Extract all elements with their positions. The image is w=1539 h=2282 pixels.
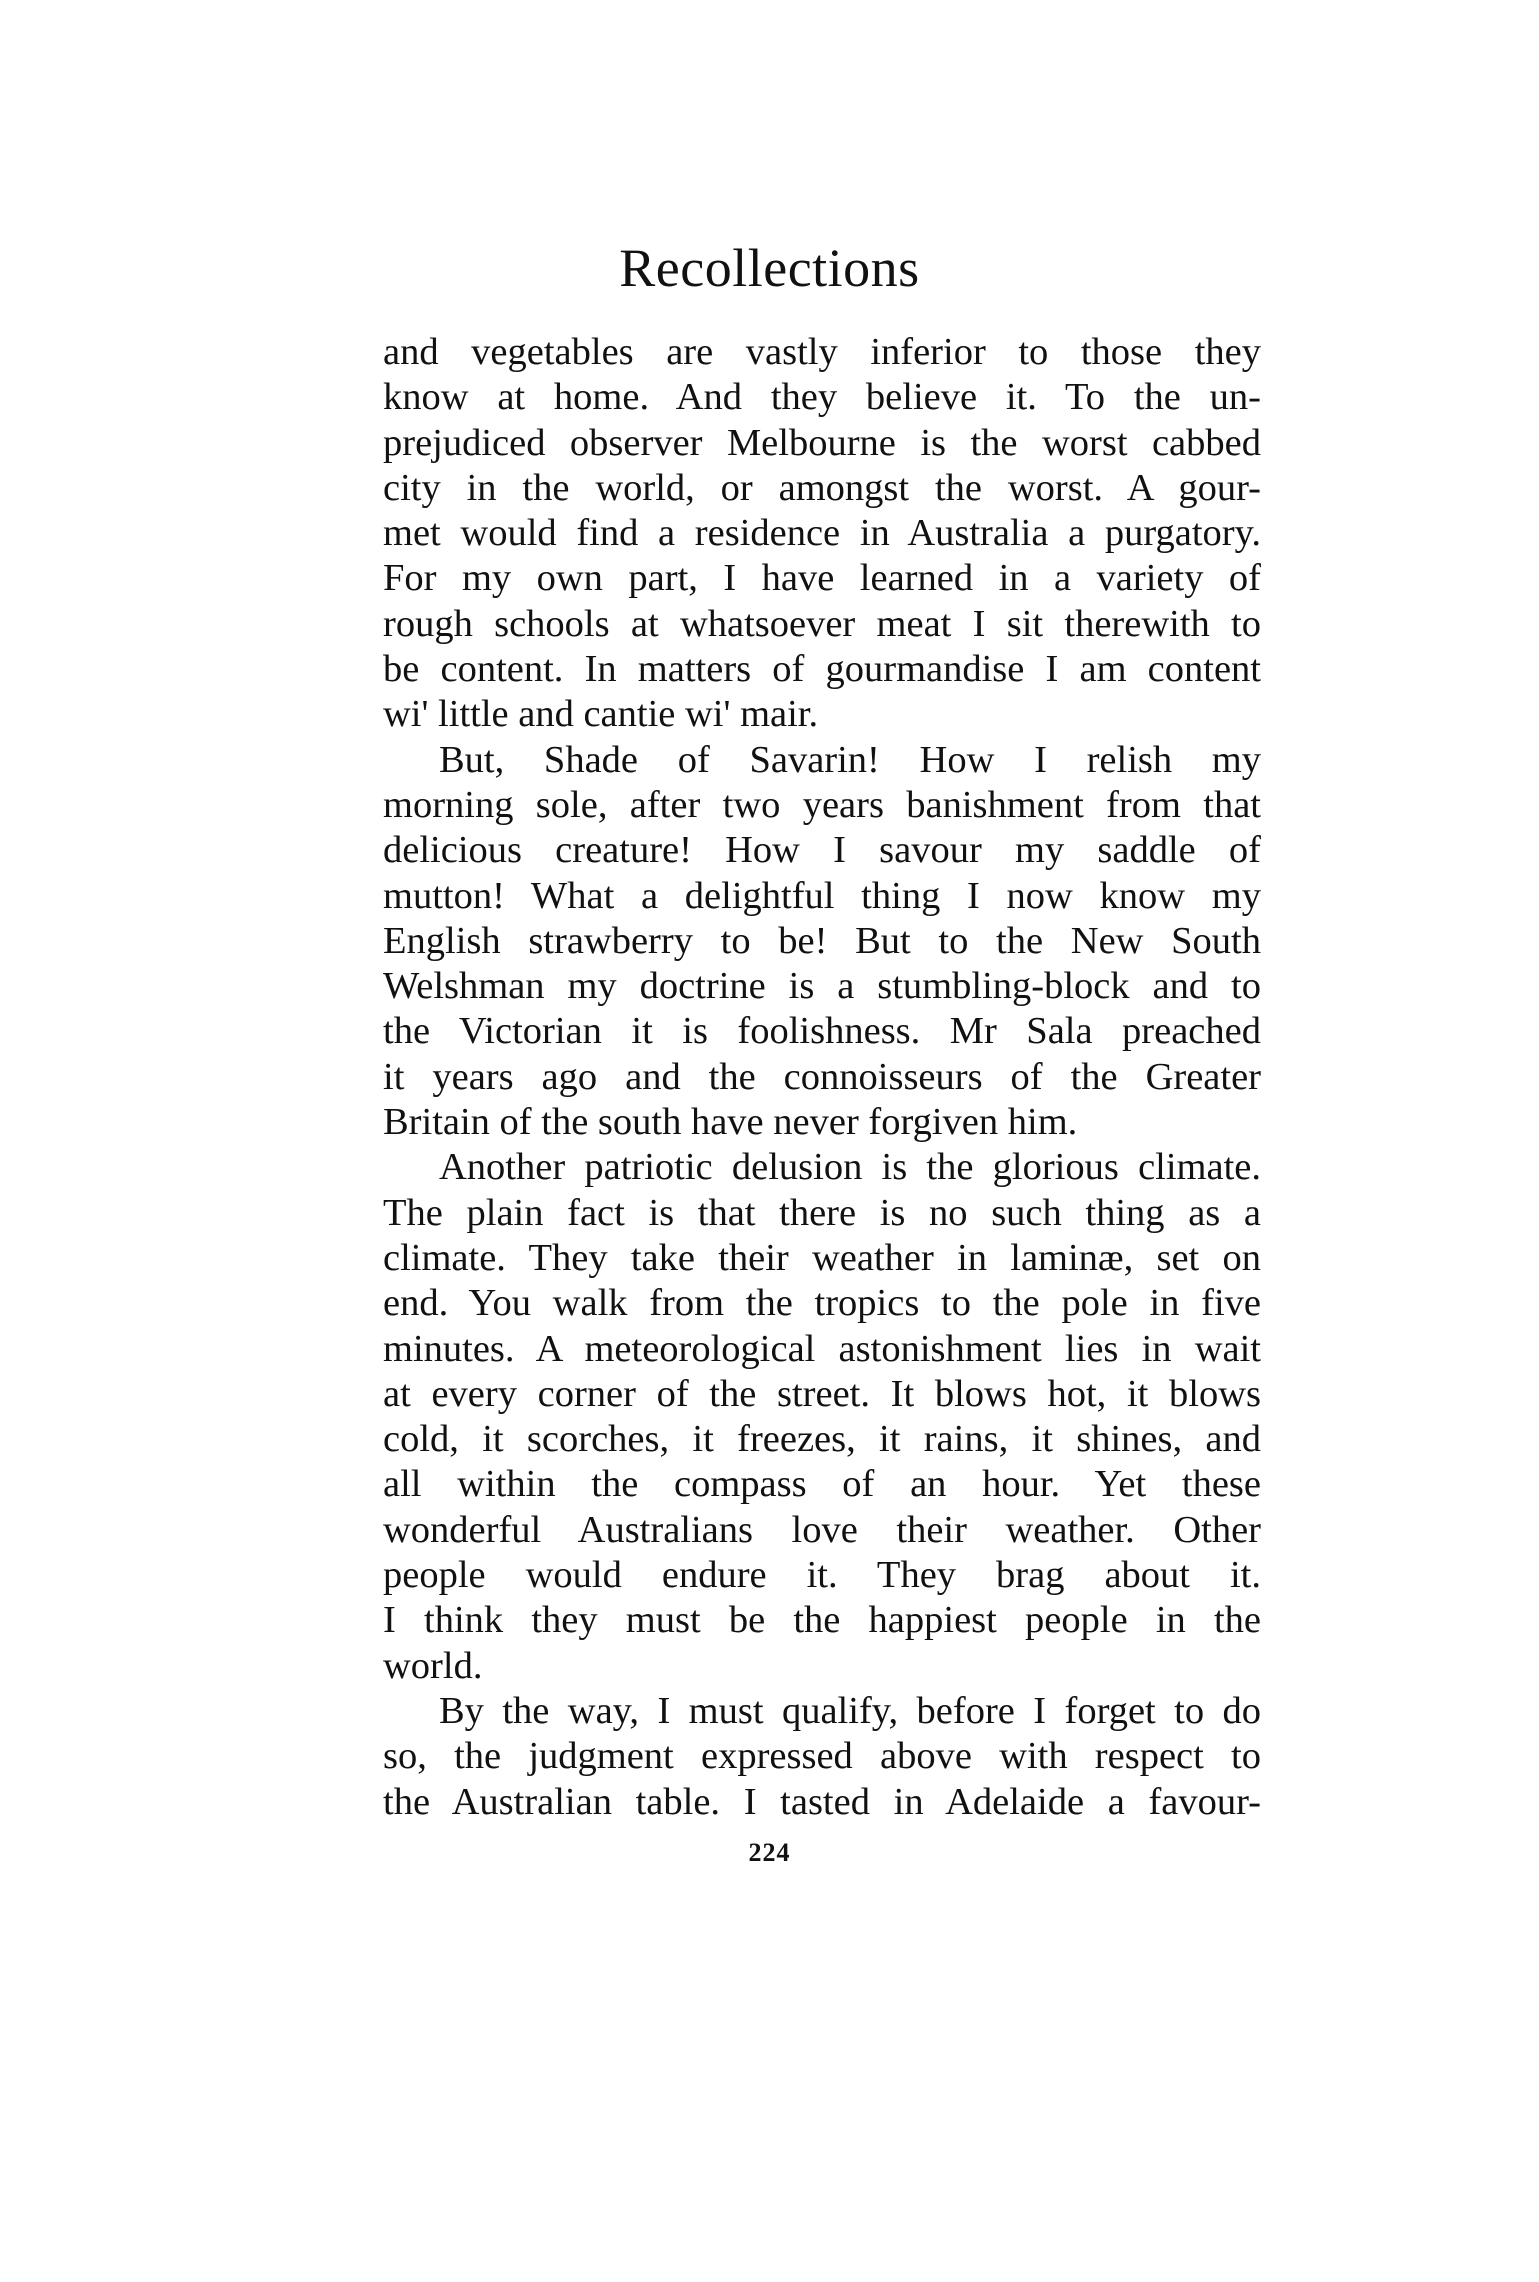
text-line: English strawberry to be! But to the New South bbox=[383, 919, 1261, 962]
text-line: wi' little and cantie wi' mair. bbox=[383, 693, 819, 736]
text-line: climate. They take their weather in laminæ, set on bbox=[383, 1236, 1261, 1279]
text-line: For my own part, I have learned in a variety of bbox=[383, 557, 1261, 600]
text-line: By the way, I must qualify, before I forget to do bbox=[439, 1689, 1261, 1732]
text-line: minutes. A meteorological astonishment lies in wait bbox=[383, 1327, 1261, 1370]
text-line: morning sole, after two years banishment from that bbox=[383, 783, 1261, 826]
text-line: prejudiced observer Melbourne is the worst cabbed bbox=[383, 421, 1261, 464]
text-line: and vegetables are vastly inferior to those they bbox=[383, 331, 1261, 373]
body-text bbox=[383, 330, 1261, 1825]
text-line: But, Shade of Savarin! How I relish my bbox=[439, 738, 1261, 781]
paragraph-2 bbox=[383, 738, 1261, 1146]
page-number: 224 bbox=[748, 1838, 791, 1867]
running-head: Recollections bbox=[619, 238, 920, 298]
text-line: be content. In matters of gourmandise I am content bbox=[383, 648, 1261, 691]
text-line: at every corner of the street. It blows hot, it blows bbox=[383, 1372, 1261, 1415]
text-line: Another patriotic delusion is the glorious climate. bbox=[439, 1146, 1261, 1189]
text-line: The plain fact is that there is no such thing as a bbox=[383, 1191, 1261, 1234]
paragraph-1 bbox=[383, 330, 1261, 738]
text-line: cold, it scorches, it freezes, it rains, it shines, and bbox=[383, 1418, 1261, 1461]
text-line: it years ago and the connoisseurs of the Greater bbox=[383, 1055, 1261, 1098]
text-line: the Australian table. I tasted in Adelaide a favour- bbox=[383, 1780, 1261, 1823]
text-line: know at home. And they believe it. To the un- bbox=[383, 376, 1261, 419]
text-line: the Victorian it is foolishness. Mr Sala preached bbox=[383, 1010, 1261, 1053]
text-line: mutton! What a delightful thing I now know my bbox=[383, 874, 1261, 917]
text-line: Welshman my doctrine is a stumbling-block and to bbox=[383, 965, 1261, 1008]
text-line: all within the compass of an hour. Yet these bbox=[383, 1463, 1261, 1506]
text-line: delicious creature! How I savour my saddle of bbox=[383, 829, 1261, 872]
text-line: city in the world, or amongst the worst. A gour- bbox=[383, 466, 1261, 509]
paragraph-4 bbox=[383, 1689, 1261, 1825]
text-line: met would find a residence in Australia a purgatory. bbox=[383, 512, 1261, 555]
text-line: so, the judgment expressed above with respect to bbox=[383, 1735, 1261, 1778]
paragraph-3 bbox=[383, 1145, 1261, 1689]
text-line: rough schools at whatsoever meat I sit therewith to bbox=[383, 602, 1261, 645]
text-line: world. bbox=[383, 1644, 483, 1687]
text-line: end. You walk from the tropics to the pole in five bbox=[383, 1282, 1261, 1325]
text-line: Britain of the south have never forgiven him. bbox=[383, 1101, 1078, 1144]
text-line: wonderful Australians love their weather. Other bbox=[383, 1508, 1261, 1551]
text-line: people would endure it. They brag about it. bbox=[383, 1554, 1261, 1597]
text-line: I think they must be the happiest people in the bbox=[383, 1599, 1261, 1642]
